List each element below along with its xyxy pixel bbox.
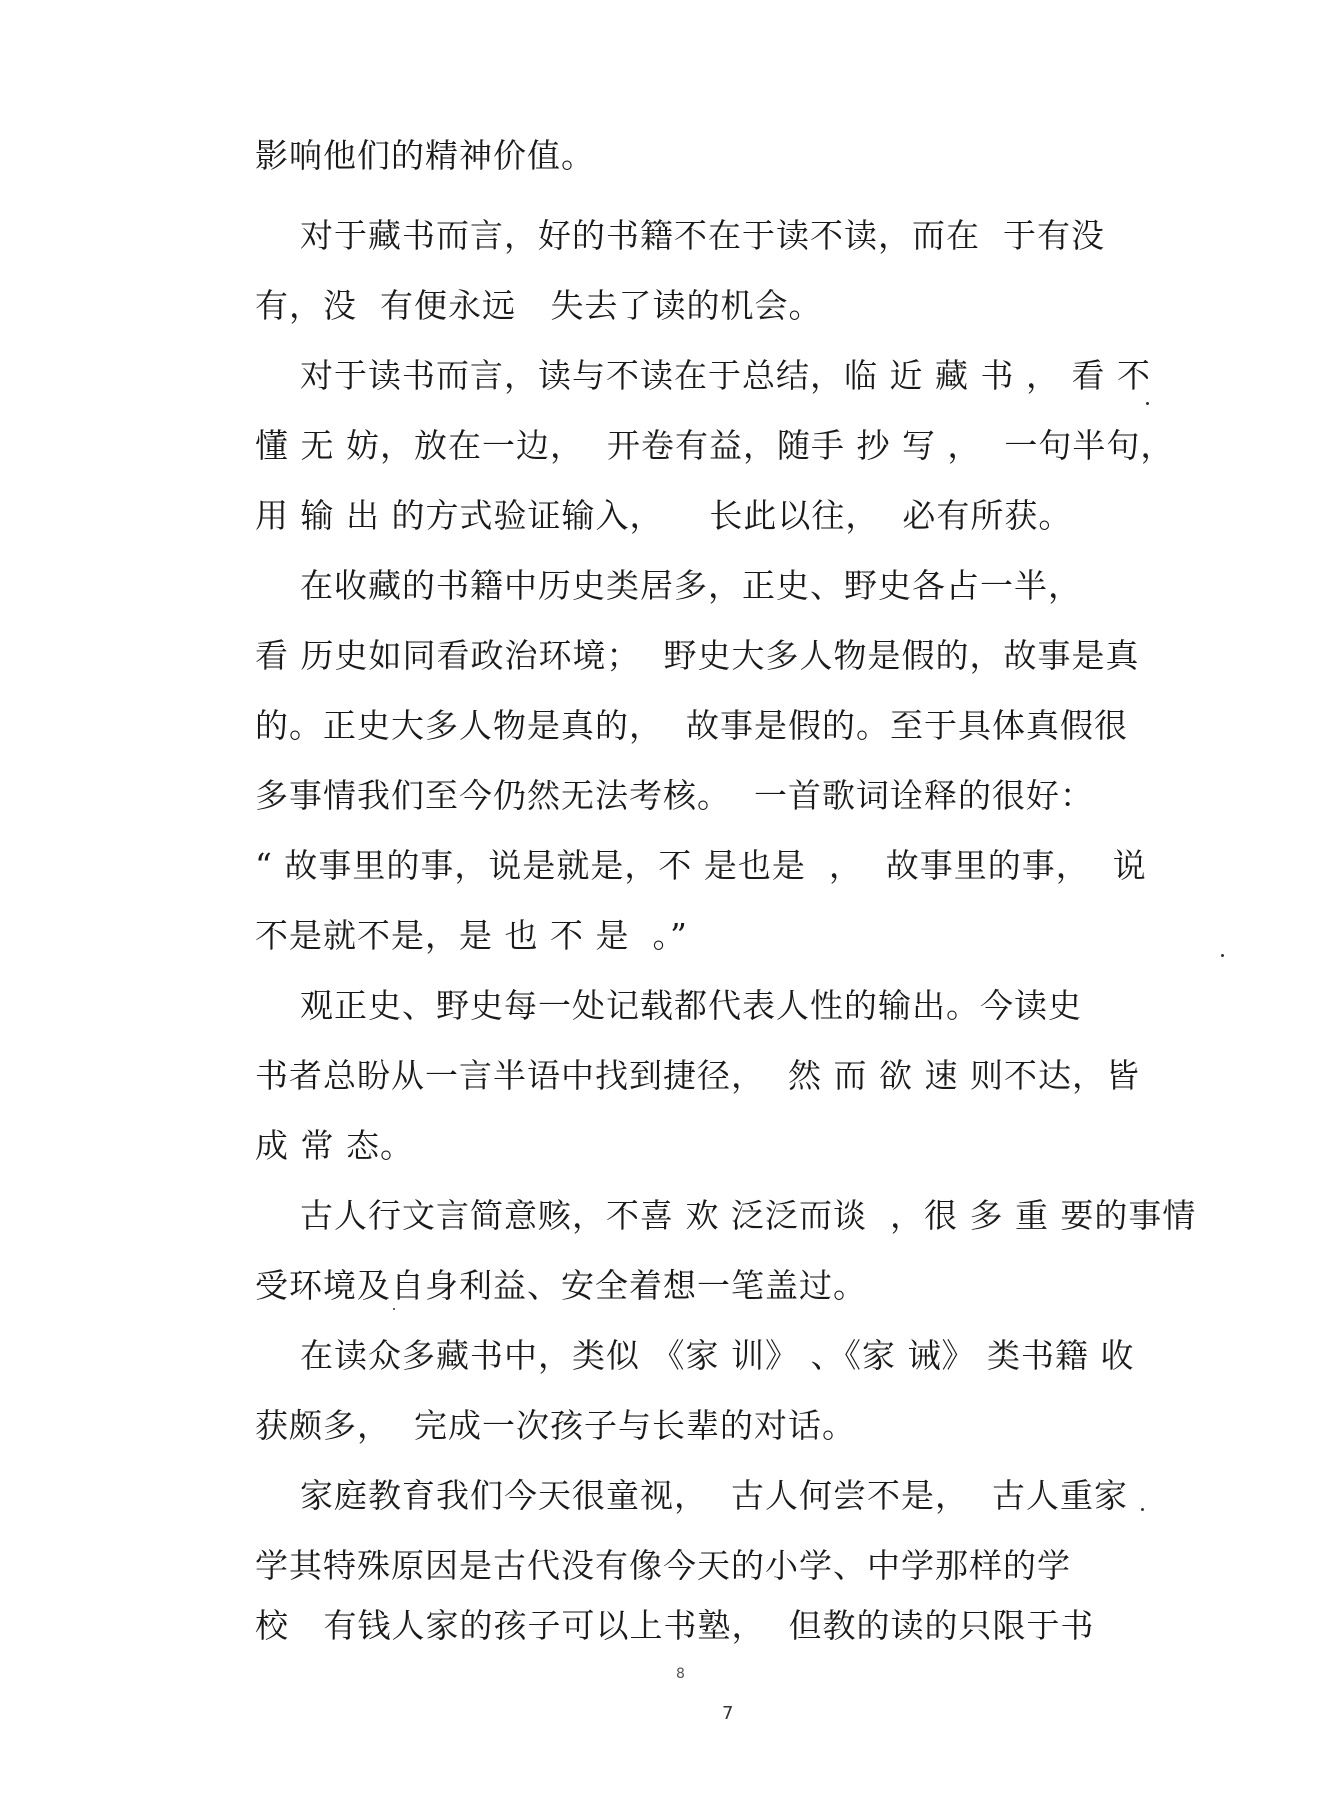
text-line: 书者总盼从一言半语中找到捷径， 然 而 欲 速 则不达，皆 <box>255 1056 1140 1095</box>
text-line: 有，没 有便永远 失去了读的机会。 <box>255 286 823 325</box>
page-number: 7 <box>722 1703 734 1724</box>
text-line: 对于藏书而言，好的书籍不在于读不读，而在 于有没 <box>300 216 1105 255</box>
text-line: 对于读书而言，读与不读在于总结，临 近 藏 书 ， 看 不 <box>300 356 1151 395</box>
text-line: 懂 无 妨，放在一边， 开卷有益，随手 抄 写 ， 一句半句， <box>255 426 1175 465</box>
scan-speck <box>1146 402 1149 405</box>
text-line: 校 有钱人家的孩子可以上书塾， 但教的读的只限于书 <box>255 1606 1095 1645</box>
scan-speck <box>1221 954 1224 957</box>
faint-page-mark: 8 <box>676 1666 685 1682</box>
text-line: 的。正史大多人物是真的， 故事是假的。至于具体真假很 <box>255 706 1128 745</box>
text-line: 古人行文言简意赅，不喜 欢 泛泛而谈 ，很 多 重 要的事情 <box>300 1196 1197 1235</box>
scan-speck <box>1141 1508 1144 1511</box>
text-line: 获颇多， 完成一次孩子与长辈的对话。 <box>255 1406 856 1445</box>
text-line: 看 历史如同看政治环境； 野史大多人物是假的，故事是真 <box>255 636 1140 675</box>
text-line: 家庭教育我们今天很童视， 古人何尝不是， 古人重家 <box>300 1476 1128 1515</box>
text-line: 观正史、野史每一处记载都代表人性的输出。今读史 <box>300 986 1082 1025</box>
text-line: 在读众多藏书中，类似 《家 训》 、《家 诫》 类书籍 收 <box>300 1336 1135 1375</box>
text-line: 多事情我们至今仍然无法考核。 一首歌词诠释的很好： <box>255 776 1094 815</box>
scan-speck <box>393 1308 395 1310</box>
text-line: 用 输 出 的方式验证输入， 长此以往， 必有所获。 <box>255 496 1073 535</box>
text-line: 在收藏的书籍中历史类居多，正史、野史各占一半， <box>300 566 1082 605</box>
text-line: 受环境及自身利益、安全着想一笔盖过。 <box>255 1266 867 1305</box>
text-line: 成 常 态。 <box>255 1126 414 1165</box>
text-line: 影响他们的精神价值。 <box>255 136 595 175</box>
text-line: 不是就不是，是 也 不 是 。” <box>255 916 688 955</box>
text-line: “ 故事里的事，说是就是，不 是也是 ， 故事里的事， 说 <box>255 846 1147 885</box>
text-line: 学其特殊原因是古代没有像今天的小学、中学那样的学 <box>255 1546 1071 1585</box>
